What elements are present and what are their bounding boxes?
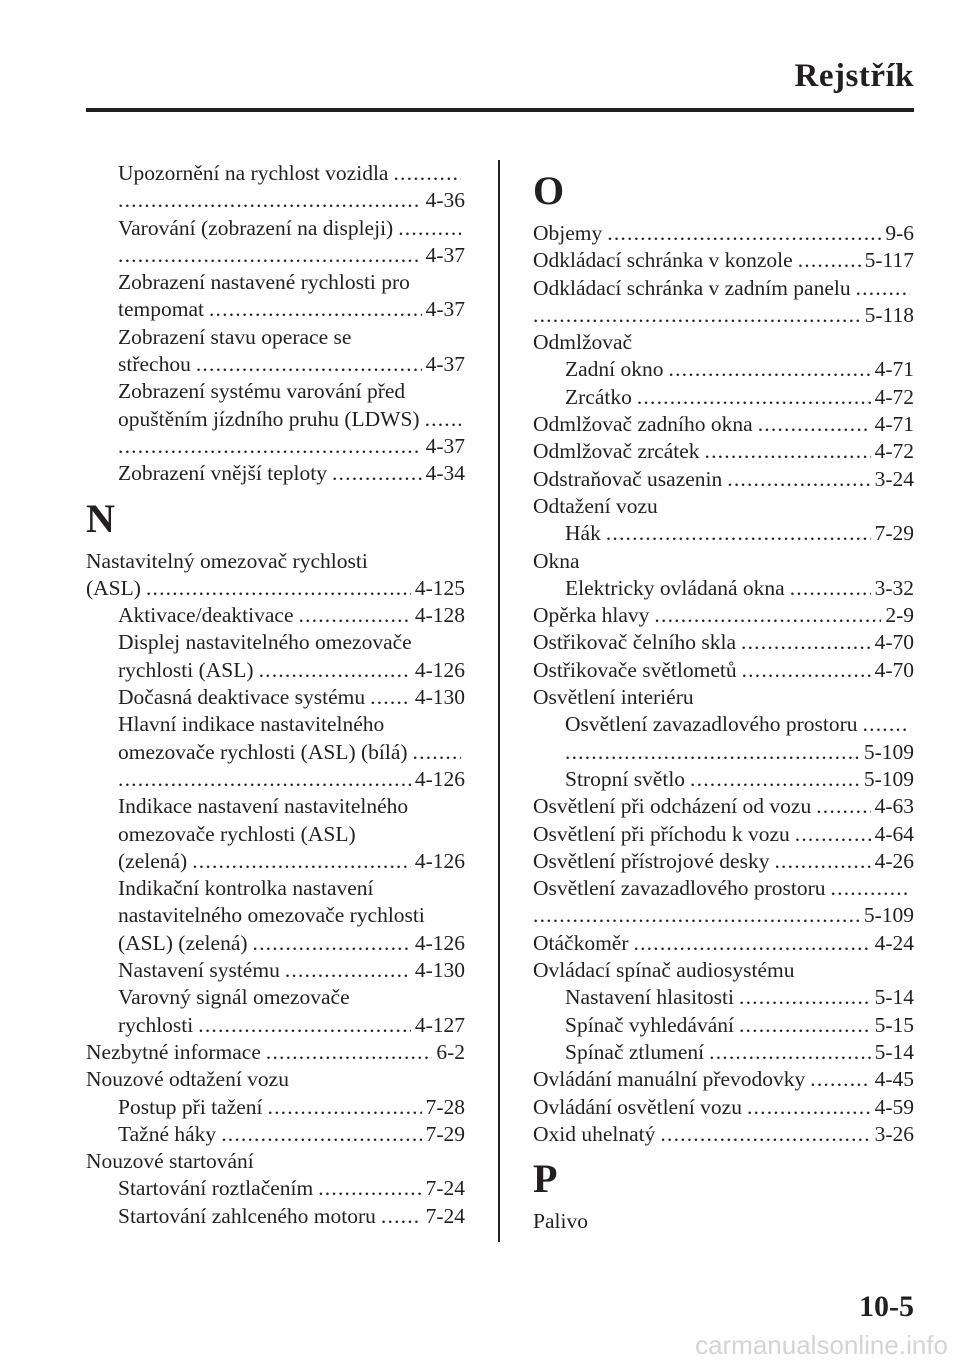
entry-page-ref: 4-26 [874, 848, 914, 873]
dot-leader [798, 247, 861, 274]
index-entry [533, 466, 914, 493]
index-entry [86, 1066, 465, 1093]
dot-leader [739, 984, 871, 1011]
entry-text: Odmlžovač [533, 330, 633, 355]
entry-page-ref: 4-37 [425, 297, 465, 322]
entry-page-ref: 4-59 [874, 1094, 914, 1119]
section-letter: O [533, 168, 565, 213]
index-subentry [86, 1012, 465, 1039]
index-entry [86, 1148, 465, 1175]
dot-leader [413, 739, 461, 766]
entry-page-ref: 4-37 [425, 242, 465, 267]
entry-page-ref: 4-63 [874, 794, 914, 819]
dot-leader [739, 1012, 871, 1039]
entry-page-ref: 4-127 [414, 1012, 465, 1037]
entry-text: (zelená) [118, 848, 188, 873]
index-entry [533, 302, 914, 329]
index-entry [533, 902, 914, 929]
entry-text: omezovače rychlosti (ASL) [118, 821, 356, 846]
index-subentry [533, 984, 914, 1011]
entry-text: Zobrazení nastavené rychlosti pro [118, 270, 410, 295]
index-entry [533, 438, 914, 465]
entry-page-ref: 4-126 [414, 766, 465, 791]
index-subentry [86, 296, 465, 323]
index-subentry [86, 378, 465, 405]
entry-text: Osvětlení při odcházení od vozu [533, 794, 812, 819]
entry-text: Zadní okno [565, 357, 664, 382]
dot-leader [727, 466, 870, 493]
dot-leader [690, 766, 860, 793]
entry-text: Otáčkoměr [533, 930, 629, 955]
entry-page-ref: 4-130 [414, 685, 465, 710]
index-subentry [86, 242, 465, 269]
dot-leader [253, 930, 411, 957]
index-subentry [533, 739, 914, 766]
entry-text: Startování zahlceného motoru [118, 1203, 376, 1228]
entry-text: Dočasná deaktivace systému [118, 685, 366, 710]
dot-leader [669, 356, 871, 383]
entry-text: omezovače rychlosti (ASL) (bílá) [118, 739, 408, 764]
dot-leader [758, 411, 871, 438]
index-subentry [86, 1175, 465, 1202]
dot-leader [533, 302, 861, 329]
index-entry [533, 1066, 914, 1093]
entry-text: Nastavení systému [118, 958, 280, 983]
index-subentry [533, 575, 914, 602]
index-entry [533, 220, 914, 247]
entry-text: Postup při tažení [118, 1094, 263, 1119]
entry-page-ref: 4-126 [414, 930, 465, 955]
entry-page-ref: 3-32 [874, 575, 914, 600]
entry-text: Spínač vyhledávání [565, 1012, 734, 1037]
index-subentry [86, 902, 465, 929]
dot-leader [790, 575, 871, 602]
index-entry [533, 1121, 914, 1148]
dot-leader [863, 711, 910, 738]
entry-text: Hlavní indikace nastavitelného [118, 712, 385, 737]
entry-page-ref: 4-24 [874, 930, 914, 955]
entry-text: (ASL) [86, 575, 141, 600]
dot-leader [118, 766, 411, 793]
entry-text: Aktivace/deaktivace [118, 603, 294, 628]
index-subentry [86, 433, 465, 460]
entry-text: Oxid uhelnatý [533, 1121, 656, 1146]
dot-leader [268, 1094, 422, 1121]
entry-text: Nouzové startování [86, 1149, 254, 1174]
entry-text: Osvětlení interiéru [533, 685, 694, 710]
entry-text: Ostřikovače světlometů [533, 657, 737, 682]
index-subentry [533, 356, 914, 383]
entry-page-ref: 9-6 [885, 221, 914, 245]
entry-text: Displej nastavitelného omezovače [118, 630, 412, 655]
index-subentry [86, 629, 465, 656]
entry-page-ref: 6-2 [436, 1039, 465, 1064]
entry-page-ref: 5-118 [864, 302, 914, 327]
dot-leader [634, 930, 871, 957]
dot-leader [393, 160, 461, 187]
dot-leader [299, 602, 411, 629]
entry-text: rychlosti (ASL) [118, 657, 254, 682]
entry-text: Zobrazení systému varování před [118, 379, 406, 404]
entry-page-ref: 4-130 [414, 958, 465, 983]
index-entry [86, 548, 465, 575]
dot-leader [607, 220, 881, 247]
index-subentry [86, 957, 465, 984]
entry-page-ref: 4-126 [414, 657, 465, 682]
dot-leader [742, 657, 871, 684]
entry-page-ref: 4-71 [874, 412, 914, 437]
dot-leader [398, 215, 461, 242]
dot-leader [856, 275, 910, 302]
index-entry [533, 411, 914, 438]
entry-text: Ovládání osvětlení vozu [533, 1094, 742, 1119]
index-subentry [86, 793, 465, 820]
index-subentry [86, 1121, 465, 1148]
dot-leader [606, 520, 871, 547]
dot-leader [705, 438, 871, 465]
dot-leader [370, 684, 411, 711]
index-subentry [86, 460, 465, 487]
dot-leader [318, 1175, 421, 1202]
dot-leader [196, 351, 422, 378]
entry-page-ref: 4-126 [414, 848, 465, 873]
entry-text: Odtažení vozu [533, 493, 658, 518]
entry-text: Odkládací schránka v zadním panelu [533, 275, 851, 300]
entry-page-ref: 4-37 [425, 433, 465, 458]
index-entry [533, 548, 914, 575]
entry-text: Odmlžovač zrcátek [533, 439, 700, 464]
entry-page-ref: 7-28 [425, 1094, 465, 1119]
entry-text: Osvětlení zavazadlového prostoru [533, 876, 826, 901]
entry-text: Tažné háky [118, 1121, 217, 1146]
entry-page-ref: 7-24 [425, 1176, 465, 1201]
entry-page-ref: 4-128 [414, 603, 465, 628]
entry-page-ref: 3-24 [874, 466, 914, 491]
entry-page-ref: 4-37 [425, 352, 465, 377]
index-entry [533, 684, 914, 711]
entry-page-ref: 4-70 [874, 657, 914, 682]
section-letter: N [86, 495, 115, 541]
dot-leader [266, 1039, 432, 1066]
dot-leader [637, 384, 871, 411]
entry-page-ref: 4-71 [874, 357, 914, 382]
header-rule [86, 108, 914, 112]
index-entry [533, 1094, 914, 1121]
dot-leader [654, 602, 881, 629]
dot-leader [795, 821, 871, 848]
index-subentry [86, 269, 465, 296]
index-subentry [533, 711, 914, 738]
entry-text: Objemy [533, 221, 603, 245]
dot-leader [198, 1012, 411, 1039]
dot-leader [816, 793, 870, 820]
entry-page-ref: 5-109 [863, 739, 914, 764]
dot-leader [747, 1094, 871, 1121]
dot-leader [259, 657, 411, 684]
index-subentry [86, 324, 465, 351]
index-subentry [533, 384, 914, 411]
dot-leader [146, 575, 411, 602]
entry-text: Odstraňovač usazenin [533, 466, 723, 491]
index-entry [533, 275, 914, 302]
entry-text: Odmlžovač zadního okna [533, 412, 753, 437]
entry-text: Varování (zobrazení na displeji) [118, 215, 394, 240]
index-entry [533, 848, 914, 875]
entry-text: Startování roztlačením [118, 1176, 314, 1201]
entry-page-ref: 4-36 [425, 188, 465, 213]
column-divider [498, 160, 500, 1242]
entry-text: Nouzové odtažení vozu [86, 1067, 289, 1092]
entry-page-ref: 4-125 [414, 575, 465, 600]
entry-text: tempomat [118, 297, 204, 322]
dot-leader [831, 875, 910, 902]
index-entry [533, 821, 914, 848]
entry-text: Nastavitelný omezovač rychlosti [86, 548, 368, 573]
entry-text: střechou [118, 352, 191, 377]
index-subentry [86, 406, 465, 433]
dot-leader [565, 739, 860, 766]
entry-page-ref: 5-117 [864, 248, 914, 273]
entry-page-ref: 7-29 [425, 1121, 465, 1146]
entry-text: Zobrazení stavu operace se [118, 324, 352, 349]
index-subentry [533, 766, 914, 793]
entry-page-ref: 4-45 [874, 1067, 914, 1092]
entry-page-ref: 7-24 [425, 1203, 465, 1228]
index-entry [533, 629, 914, 656]
index-entry [86, 575, 465, 602]
entry-page-ref: 2-9 [885, 603, 914, 628]
section-letter: P [533, 1156, 558, 1202]
entry-page-ref: 5-109 [863, 903, 914, 928]
entry-page-ref: 4-72 [874, 439, 914, 464]
dot-leader [709, 1039, 870, 1066]
entry-text: Nastavení hlasitosti [565, 985, 734, 1010]
entry-text: Osvětlení zavazadlového prostoru [565, 712, 858, 737]
entry-text: Opěrka hlavy [533, 603, 650, 628]
index-subentry [86, 930, 465, 957]
entry-text: Spínač ztlumení [565, 1039, 705, 1064]
index-subentry [86, 351, 465, 378]
dot-leader [425, 406, 461, 433]
index-subentry [86, 821, 465, 848]
page-number: 10-5 [859, 1290, 914, 1323]
index-subentry [533, 1039, 914, 1066]
index-column-right [533, 160, 914, 1235]
index-subentry [86, 766, 465, 793]
entry-text: Nezbytné informace [86, 1039, 261, 1064]
entry-text: Odkládací schránka v konzole [533, 248, 793, 273]
entry-text: Upozornění na rychlost vozidla [118, 161, 389, 185]
entry-page-ref: 4-34 [425, 461, 465, 486]
entry-text: Zrcátko [565, 384, 632, 409]
index-subentry [533, 520, 914, 547]
dot-leader [118, 433, 422, 460]
index-entry [533, 875, 914, 902]
index-entry [533, 930, 914, 957]
entry-text: Zobrazení vnější teploty [118, 461, 327, 486]
dot-leader [332, 460, 422, 487]
entry-text: (ASL) (zelená) [118, 930, 248, 955]
entry-text: Osvětlení při příchodu k vozu [533, 821, 790, 846]
entry-text: Indikační kontrolka nastavení [118, 876, 374, 901]
dot-leader [118, 187, 422, 214]
dot-leader [810, 1066, 870, 1093]
index-entry [533, 957, 914, 984]
index-entry [533, 247, 914, 274]
index-subentry [86, 848, 465, 875]
entry-text: Hák [565, 521, 601, 546]
entry-text: Indikace nastavení nastavitelného [118, 794, 409, 819]
index-entry [533, 602, 914, 629]
entry-page-ref: 4-70 [874, 630, 914, 655]
index-subentry [533, 1012, 914, 1039]
entry-page-ref: 4-64 [874, 821, 914, 846]
index-subentry [86, 1094, 465, 1121]
dot-leader [774, 848, 870, 875]
entry-page-ref: 7-29 [874, 521, 914, 546]
dot-leader [660, 1121, 870, 1148]
entry-text: Okna [533, 548, 580, 573]
header-title: Rejstřík [794, 58, 914, 94]
index-subentry [86, 1203, 465, 1230]
entry-text: Ostřikovač čelního skla [533, 630, 737, 655]
dot-leader [741, 629, 871, 656]
entry-text: Stropní světlo [565, 766, 686, 791]
entry-text: Varovný signál omezovače [118, 985, 350, 1010]
entry-text: Ovládací spínač audiosystému [533, 958, 795, 983]
entry-page-ref: 5-14 [874, 985, 914, 1010]
dot-leader [533, 902, 860, 929]
watermark: carmanualsonline.info [695, 1330, 948, 1360]
index-subentry [86, 602, 465, 629]
index-entry [533, 657, 914, 684]
index-subentry [86, 160, 465, 187]
entry-text: rychlosti [118, 1012, 194, 1037]
entry-text: Osvětlení přístrojové desky [533, 848, 770, 873]
index-entry [533, 1208, 914, 1235]
entry-text: Palivo [533, 1209, 588, 1234]
index-subentry [86, 739, 465, 766]
entry-page-ref: 5-15 [874, 1012, 914, 1037]
dot-leader [285, 957, 411, 984]
index-subentry [86, 684, 465, 711]
dot-leader [192, 848, 411, 875]
entry-page-ref: 5-109 [863, 766, 914, 791]
index-subentry [86, 984, 465, 1011]
dot-leader [221, 1121, 421, 1148]
entry-page-ref: 4-72 [874, 384, 914, 409]
index-column-left [86, 160, 465, 1230]
entry-page-ref: 5-14 [874, 1039, 914, 1064]
index-entry [533, 493, 914, 520]
dot-leader [118, 242, 422, 269]
index-subentry [86, 875, 465, 902]
index-subentry [86, 215, 465, 242]
entry-text: Ovládání manuální převodovky [533, 1067, 806, 1092]
index-entry [533, 329, 914, 356]
index-subentry [86, 711, 465, 738]
dot-leader [381, 1203, 422, 1230]
index-subentry [86, 187, 465, 214]
entry-text: nastavitelného omezovače rychlosti [118, 903, 425, 928]
index-subentry [86, 657, 465, 684]
entry-page-ref: 3-26 [874, 1121, 914, 1146]
index-entry [86, 1039, 465, 1066]
entry-text: Elektricky ovládaná okna [565, 575, 785, 600]
entry-text: opuštěním jízdního pruhu (LDWS) [118, 406, 420, 431]
dot-leader [209, 296, 422, 323]
index-entry [533, 793, 914, 820]
